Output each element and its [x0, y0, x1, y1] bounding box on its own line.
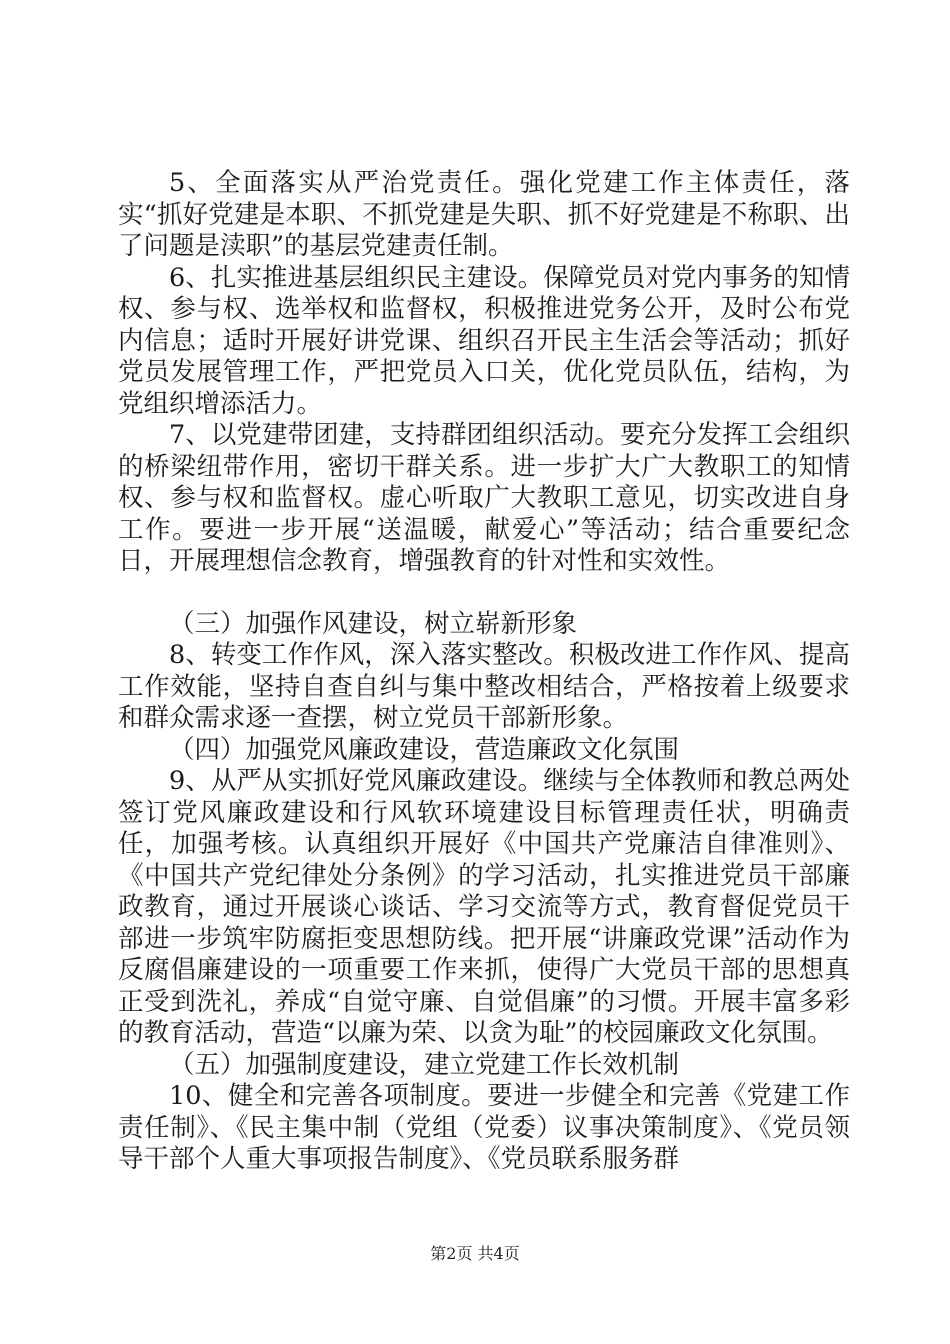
document-body: [118, 168, 850, 1176]
paragraph-8: 8、转变工作作风，深入落实整改。积极改进工作作风、提高工作效能，坚持自查自纠与集中整改相结合，严格按着上级要求和群众需求逐一查摆，树立党员干部新形象。: [118, 640, 850, 733]
section-heading-3: （三）加强作风建设，树立崭新形象: [169, 608, 578, 639]
paragraph-5: 5、全面落实从严治党责任。强化党建工作主体责任，落实“抓好党建是本职、不抓党建是失职、抓不好党建是不称职、出了问题是渎职”的基层党建责任制。: [118, 168, 850, 261]
paragraph-9: 9、从严从实抓好党风廉政建设。继续与全体教师和教总两处签订党风廉政建设和行风软环境建设目标管理责任状，明确责任，加强考核。认真组织开展好《中国共产党廉洁自律准则》、《中国共产党纪律处分条例》的学习活动，扎实推进党员干部廉政教育，通过开展谈心谈话、学习交流等方式，教育督促党员干部进一步筑牢防腐拒变思想防线。把开展“讲廉政党课”活动作为反腐倡廉建设的一项重要工作来抓，使得广大党员干部的思想真正受到洗礼，养成“自觉守廉、自觉倡廉”的习惯。开展丰富多彩的教育活动，营造“以廉为荣、以贪为耻”的校园廉政文化氛围。: [118, 766, 850, 1048]
paragraph-7: 7、以党建带团建，支持群团组织活动。要充分发挥工会组织的桥梁纽带作用，密切干群关系。进一步扩大广大教职工的知情权、参与权和监督权。虚心听取广大教职工意见，切实改进自身工作。要进一步开展“送温暖，献爱心”等活动；结合重要纪念日，开展理想信念教育，增强教育的针对性和实效性。: [118, 420, 850, 576]
paragraph-6: 6、扎实推进基层组织民主建设。保障党员对党内事务的知情权、参与权、选举权和监督权，积极推进党务公开，及时公布党内信息；适时开展好讲党课、组织召开民主生活会等活动；抓好党员发展管理工作，严把党员入口关，优化党员队伍，结构，为党组织增添活力。: [118, 262, 850, 419]
section-heading-4: （四）加强党风廉政建设，营造廉政文化氛围: [169, 734, 680, 765]
paragraph-10: 10、健全和完善各项制度。要进一步健全和完善《党建工作责任制》、《民主集中制（党组（党委）议事决策制度》、《党员领导干部个人重大事项报告制度》、《党员联系服务群: [118, 1081, 850, 1174]
section-heading-5: （五）加强制度建设，建立党建工作长效机制: [169, 1049, 680, 1080]
paragraph-gap: [118, 578, 850, 609]
page-footer: 第2页 共4页: [430, 1244, 520, 1263]
